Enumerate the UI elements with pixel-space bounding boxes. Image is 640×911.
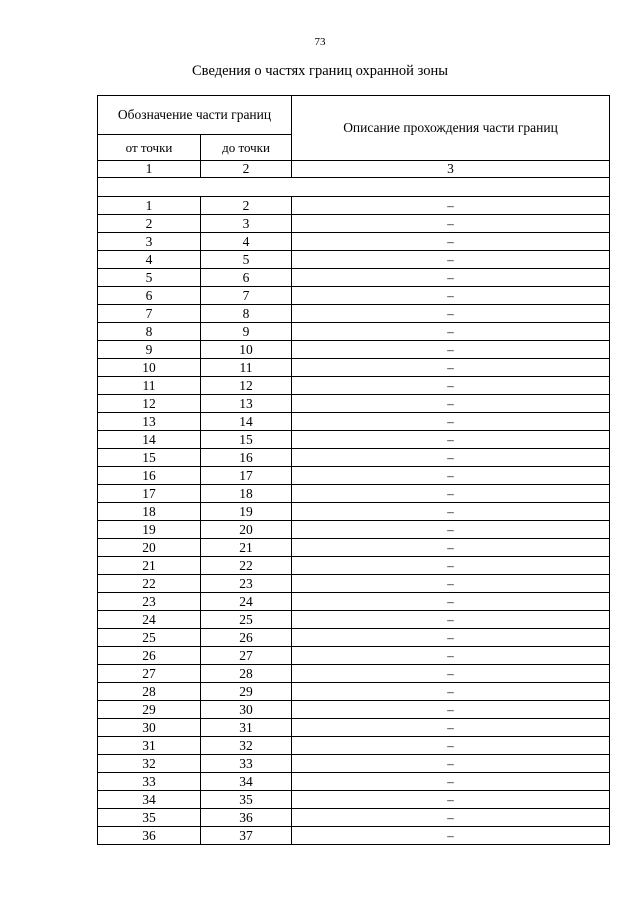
cell-description: – bbox=[292, 575, 610, 593]
cell-to-point: 6 bbox=[201, 269, 292, 287]
table-row bbox=[98, 539, 610, 557]
table-row bbox=[98, 737, 610, 755]
column-number-1: 1 bbox=[98, 161, 201, 178]
header-description: Описание прохождения части границ bbox=[292, 96, 610, 161]
cell-from-point: 8 bbox=[98, 323, 201, 341]
cell-description: – bbox=[292, 485, 610, 503]
cell-to-point: 27 bbox=[201, 647, 292, 665]
cell-from-point: 11 bbox=[98, 377, 201, 395]
cell-to-point: 33 bbox=[201, 755, 292, 773]
cell-to-point: 15 bbox=[201, 431, 292, 449]
page-number: 73 bbox=[314, 36, 326, 48]
cell-description: – bbox=[292, 665, 610, 683]
cell-to-point: 17 bbox=[201, 467, 292, 485]
cell-from-point: 20 bbox=[98, 539, 201, 557]
cell-description: – bbox=[292, 323, 610, 341]
cell-to-point: 26 bbox=[201, 629, 292, 647]
cell-description: – bbox=[292, 647, 610, 665]
cell-from-point: 14 bbox=[98, 431, 201, 449]
cell-from-point: 2 bbox=[98, 215, 201, 233]
table-row bbox=[98, 323, 610, 341]
table-row bbox=[98, 611, 610, 629]
cell-from-point: 35 bbox=[98, 809, 201, 827]
cell-description: – bbox=[292, 809, 610, 827]
cell-from-point: 12 bbox=[98, 395, 201, 413]
table-row bbox=[98, 431, 610, 449]
cell-from-point: 36 bbox=[98, 827, 201, 845]
cell-to-point: 19 bbox=[201, 503, 292, 521]
cell-from-point: 24 bbox=[98, 611, 201, 629]
cell-from-point: 13 bbox=[98, 413, 201, 431]
section-row bbox=[98, 178, 610, 197]
column-number-row bbox=[98, 161, 610, 178]
cell-to-point: 20 bbox=[201, 521, 292, 539]
cell-from-point: 19 bbox=[98, 521, 201, 539]
table-row bbox=[98, 647, 610, 665]
table-row bbox=[98, 701, 610, 719]
cell-description: – bbox=[292, 305, 610, 323]
cell-to-point: 37 bbox=[201, 827, 292, 845]
cell-to-point: 10 bbox=[201, 341, 292, 359]
cell-description: – bbox=[292, 557, 610, 575]
cell-from-point: 34 bbox=[98, 791, 201, 809]
cell-from-point: 1 bbox=[98, 197, 201, 215]
cell-description: – bbox=[292, 701, 610, 719]
cell-to-point: 31 bbox=[201, 719, 292, 737]
cell-from-point: 21 bbox=[98, 557, 201, 575]
cell-description: – bbox=[292, 827, 610, 845]
cell-to-point: 14 bbox=[201, 413, 292, 431]
table-row bbox=[98, 575, 610, 593]
cell-description: – bbox=[292, 467, 610, 485]
cell-from-point: 30 bbox=[98, 719, 201, 737]
cell-from-point: 15 bbox=[98, 449, 201, 467]
cell-to-point: 9 bbox=[201, 323, 292, 341]
cell-from-point: 27 bbox=[98, 665, 201, 683]
cell-to-point: 22 bbox=[201, 557, 292, 575]
cell-from-point: 28 bbox=[98, 683, 201, 701]
table-row bbox=[98, 773, 610, 791]
cell-description: – bbox=[292, 269, 610, 287]
cell-to-point: 24 bbox=[201, 593, 292, 611]
cell-description: – bbox=[292, 593, 610, 611]
table-row bbox=[98, 467, 610, 485]
table-row bbox=[98, 233, 610, 251]
cell-from-point: 18 bbox=[98, 503, 201, 521]
column-number-2: 2 bbox=[201, 161, 292, 178]
cell-to-point: 18 bbox=[201, 485, 292, 503]
table-row bbox=[98, 215, 610, 233]
table-row bbox=[98, 503, 610, 521]
cell-from-point: 16 bbox=[98, 467, 201, 485]
cell-description: – bbox=[292, 521, 610, 539]
cell-description: – bbox=[292, 755, 610, 773]
cell-description: – bbox=[292, 341, 610, 359]
cell-description: – bbox=[292, 611, 610, 629]
boundary-parts-table bbox=[97, 95, 610, 845]
cell-description: – bbox=[292, 773, 610, 791]
cell-description: – bbox=[292, 359, 610, 377]
cell-to-point: 30 bbox=[201, 701, 292, 719]
table-row bbox=[98, 485, 610, 503]
table-row bbox=[98, 197, 610, 215]
cell-to-point: 28 bbox=[201, 665, 292, 683]
cell-to-point: 8 bbox=[201, 305, 292, 323]
cell-from-point: 5 bbox=[98, 269, 201, 287]
cell-to-point: 29 bbox=[201, 683, 292, 701]
cell-description: – bbox=[292, 719, 610, 737]
cell-to-point: 34 bbox=[201, 773, 292, 791]
cell-description: – bbox=[292, 413, 610, 431]
cell-from-point: 3 bbox=[98, 233, 201, 251]
cell-description: – bbox=[292, 197, 610, 215]
table-row bbox=[98, 251, 610, 269]
cell-to-point: 5 bbox=[201, 251, 292, 269]
cell-description: – bbox=[292, 449, 610, 467]
cell-from-point: 26 bbox=[98, 647, 201, 665]
header-boundary-designation: Обозначение части границ bbox=[98, 96, 292, 135]
cell-to-point: 12 bbox=[201, 377, 292, 395]
table-row bbox=[98, 593, 610, 611]
cell-description: – bbox=[292, 377, 610, 395]
table-row bbox=[98, 359, 610, 377]
cell-from-point: 4 bbox=[98, 251, 201, 269]
table-row bbox=[98, 809, 610, 827]
table-row bbox=[98, 827, 610, 845]
cell-description: – bbox=[292, 539, 610, 557]
cell-to-point: 32 bbox=[201, 737, 292, 755]
cell-to-point: 4 bbox=[201, 233, 292, 251]
table-row bbox=[98, 557, 610, 575]
table-row bbox=[98, 719, 610, 737]
document-title: Сведения о частях границ охранной зоны bbox=[192, 63, 448, 79]
table-row bbox=[98, 305, 610, 323]
cell-description: – bbox=[292, 251, 610, 269]
table-row bbox=[98, 287, 610, 305]
cell-from-point: 6 bbox=[98, 287, 201, 305]
cell-description: – bbox=[292, 233, 610, 251]
cell-to-point: 35 bbox=[201, 791, 292, 809]
cell-description: – bbox=[292, 287, 610, 305]
cell-from-point: 32 bbox=[98, 755, 201, 773]
cell-description: – bbox=[292, 737, 610, 755]
cell-to-point: 36 bbox=[201, 809, 292, 827]
cell-description: – bbox=[292, 791, 610, 809]
cell-from-point: 31 bbox=[98, 737, 201, 755]
table-row bbox=[98, 665, 610, 683]
cell-description: – bbox=[292, 215, 610, 233]
cell-from-point: 9 bbox=[98, 341, 201, 359]
cell-from-point: 25 bbox=[98, 629, 201, 647]
table-row bbox=[98, 377, 610, 395]
cell-description: – bbox=[292, 503, 610, 521]
table-row bbox=[98, 341, 610, 359]
cell-from-point: 33 bbox=[98, 773, 201, 791]
cell-description: – bbox=[292, 395, 610, 413]
cell-description: – bbox=[292, 431, 610, 449]
cell-to-point: 21 bbox=[201, 539, 292, 557]
table-row bbox=[98, 683, 610, 701]
table-row bbox=[98, 791, 610, 809]
cell-to-point: 13 bbox=[201, 395, 292, 413]
cell-from-point: 23 bbox=[98, 593, 201, 611]
cell-description: – bbox=[292, 629, 610, 647]
table-row bbox=[98, 413, 610, 431]
cell-to-point: 11 bbox=[201, 359, 292, 377]
table-row bbox=[98, 755, 610, 773]
cell-description: – bbox=[292, 683, 610, 701]
header-from-point: от точки bbox=[98, 135, 201, 161]
cell-to-point: 2 bbox=[201, 197, 292, 215]
table-header-row bbox=[98, 96, 610, 135]
cell-from-point: 7 bbox=[98, 305, 201, 323]
cell-from-point: 22 bbox=[98, 575, 201, 593]
cell-from-point: 10 bbox=[98, 359, 201, 377]
column-number-3: 3 bbox=[292, 161, 610, 178]
cell-from-point: 29 bbox=[98, 701, 201, 719]
section-label bbox=[98, 178, 610, 197]
cell-from-point: 17 bbox=[98, 485, 201, 503]
cell-to-point: 3 bbox=[201, 215, 292, 233]
table-row bbox=[98, 395, 610, 413]
cell-to-point: 23 bbox=[201, 575, 292, 593]
header-to-point: до точки bbox=[201, 135, 292, 161]
cell-to-point: 7 bbox=[201, 287, 292, 305]
table-row bbox=[98, 269, 610, 287]
table-row bbox=[98, 449, 610, 467]
cell-to-point: 16 bbox=[201, 449, 292, 467]
table-row bbox=[98, 629, 610, 647]
cell-to-point: 25 bbox=[201, 611, 292, 629]
table-row bbox=[98, 521, 610, 539]
